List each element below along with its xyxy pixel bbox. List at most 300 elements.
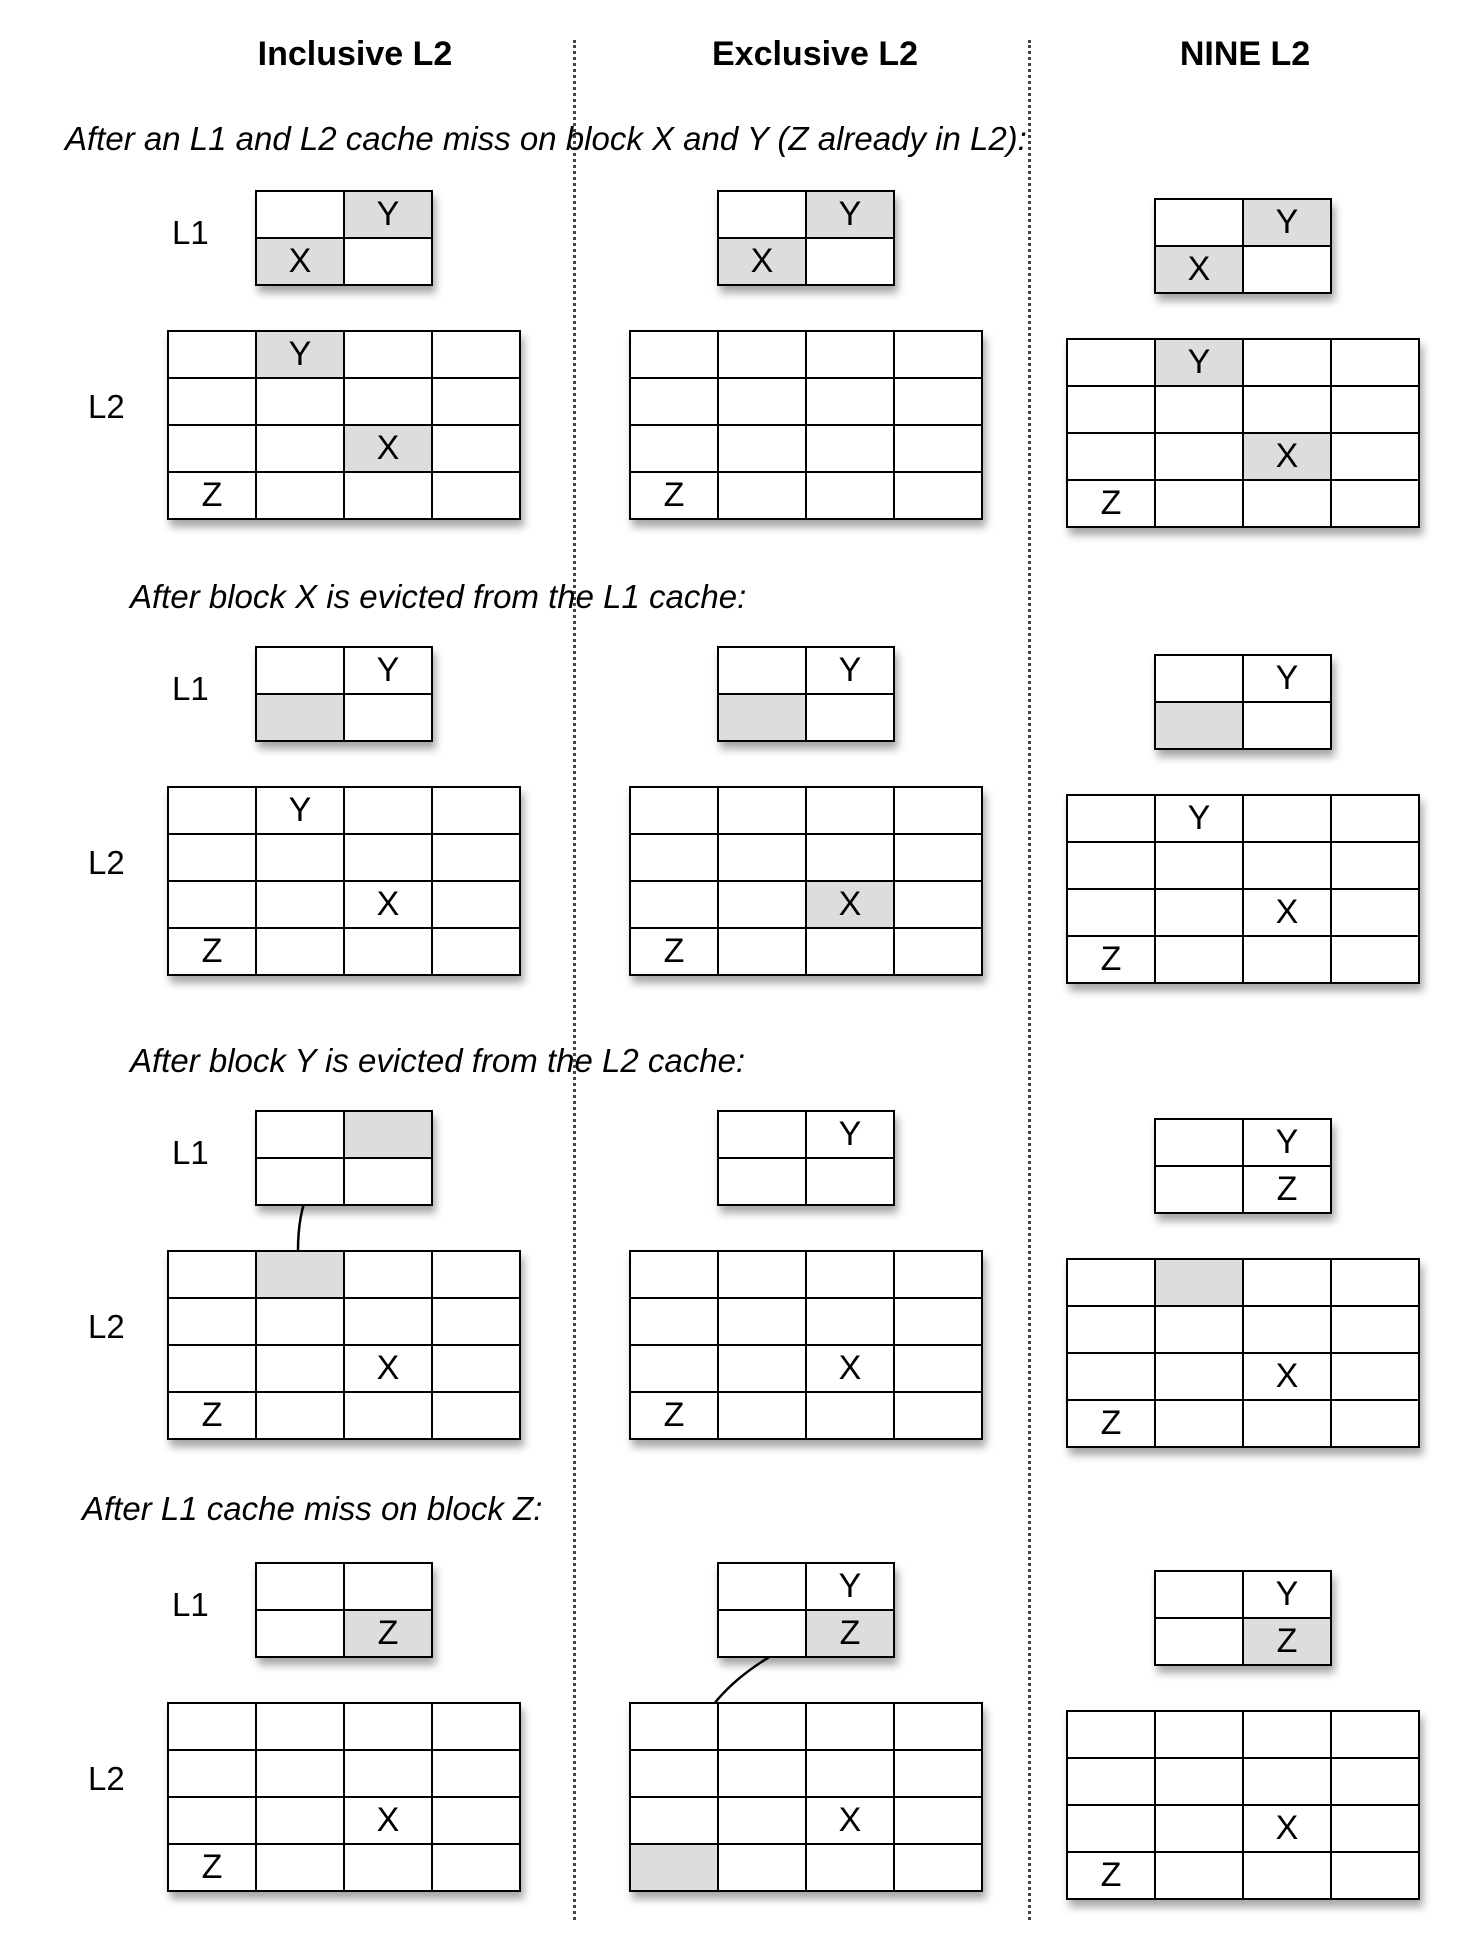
- cache-cell: [630, 331, 718, 378]
- cache-cell: [1067, 339, 1155, 386]
- cache-row: [1067, 339, 1419, 386]
- cache-row: [1155, 1119, 1331, 1166]
- cache-cell: Y: [806, 1111, 894, 1158]
- cache-cell: [806, 331, 894, 378]
- cache-cell: [894, 1251, 982, 1298]
- cache-cell: [630, 1797, 718, 1844]
- cache-cell-highlighted: [718, 694, 806, 741]
- cache-cell: [432, 1703, 520, 1750]
- cache-cell: [1067, 433, 1155, 480]
- cache-cell: [1243, 795, 1331, 842]
- cache-cell: Z: [168, 928, 256, 975]
- cache-cell: [344, 1158, 432, 1205]
- cache-cell: [432, 1298, 520, 1345]
- cache-row: [630, 1750, 982, 1797]
- cache-cell: [1067, 386, 1155, 433]
- cache-cell-highlighted: [630, 1844, 718, 1891]
- cache-cell: [894, 1703, 982, 1750]
- cache-row: [1067, 1400, 1419, 1447]
- cache-cell-highlighted: X: [1243, 433, 1331, 480]
- l1-level-label: L1: [172, 214, 209, 251]
- cache-row: [168, 1750, 520, 1797]
- cache-row: [1067, 480, 1419, 527]
- cache-row: [1155, 246, 1331, 293]
- cache-row: [168, 1392, 520, 1439]
- cache-cell: X: [806, 1797, 894, 1844]
- l1-cache-grid: [717, 1562, 895, 1658]
- cache-cell: [1155, 386, 1243, 433]
- cache-cell: Z: [168, 472, 256, 519]
- cache-cell: [718, 1610, 806, 1657]
- l2-cache-grid: [629, 1702, 983, 1892]
- cache-cell: [256, 1158, 344, 1205]
- cache-row: [1067, 1711, 1419, 1758]
- cache-cell: [1331, 433, 1419, 480]
- cache-row: [1155, 1571, 1331, 1618]
- cache-cell: [1155, 1711, 1243, 1758]
- cache-cell: [1243, 1259, 1331, 1306]
- cache-cell: [1067, 1711, 1155, 1758]
- cache-cell-highlighted: [256, 694, 344, 741]
- cache-row: [168, 1298, 520, 1345]
- l2-cache-grid: [167, 786, 521, 976]
- cache-cell: [630, 425, 718, 472]
- l2-level-label: L2: [88, 1760, 125, 1797]
- cache-cell: [1067, 842, 1155, 889]
- cache-cell-highlighted: X: [1155, 246, 1243, 293]
- cache-cell: [718, 191, 806, 238]
- cache-cell-highlighted: [344, 1111, 432, 1158]
- l1-level-label: L1: [172, 670, 209, 707]
- cache-cell: [432, 834, 520, 881]
- cache-cell: [1331, 1852, 1419, 1899]
- cache-row: [718, 1610, 894, 1657]
- cache-cell: [1067, 1306, 1155, 1353]
- cache-cell: [1243, 1758, 1331, 1805]
- step-caption-1: After an L1 and L2 cache miss on block X and Y (Z already in L2):: [65, 120, 1027, 157]
- cache-cell: [806, 1703, 894, 1750]
- l2-cache-grid: [629, 330, 983, 520]
- cache-cell: [718, 1345, 806, 1392]
- cache-cell: [256, 928, 344, 975]
- cache-cell: [256, 1610, 344, 1657]
- cache-cell: [256, 472, 344, 519]
- cache-cell: [1067, 1353, 1155, 1400]
- cache-cell: [806, 238, 894, 285]
- cache-cell: Y: [1243, 1571, 1331, 1618]
- cache-cell: [1067, 889, 1155, 936]
- cache-cell: [1331, 386, 1419, 433]
- cache-cell: [894, 1750, 982, 1797]
- cache-row: [168, 881, 520, 928]
- cache-cell: [718, 928, 806, 975]
- cache-cell: X: [1243, 889, 1331, 936]
- cache-cell: [1331, 1259, 1419, 1306]
- step-caption-4: After L1 cache miss on block Z:: [82, 1490, 543, 1527]
- cache-cell: [432, 1844, 520, 1891]
- l2-cache-grid: [167, 1250, 521, 1440]
- cache-cell: [1155, 936, 1243, 983]
- cache-cell: [630, 881, 718, 928]
- cache-cell: [718, 1111, 806, 1158]
- cache-cell: X: [1243, 1353, 1331, 1400]
- cache-cell: [432, 331, 520, 378]
- cache-cell: [1243, 842, 1331, 889]
- cache-cell: [168, 1298, 256, 1345]
- cache-cell: [806, 472, 894, 519]
- cache-row: [718, 238, 894, 285]
- cache-row: [256, 694, 432, 741]
- cache-cell: [1067, 795, 1155, 842]
- cache-cell-highlighted: Z: [344, 1610, 432, 1657]
- cache-cell: Z: [630, 1392, 718, 1439]
- cache-cell: [718, 647, 806, 694]
- cache-cell: [1155, 655, 1243, 702]
- l1-cache-grid: [717, 1110, 895, 1206]
- cache-cell: Z: [630, 472, 718, 519]
- cache-cell: [1331, 842, 1419, 889]
- column-divider-2: [1028, 40, 1031, 1920]
- cache-cell: [718, 1392, 806, 1439]
- cache-cell: Y: [1243, 655, 1331, 702]
- cache-cell: [806, 1844, 894, 1891]
- cache-cell: [1243, 339, 1331, 386]
- cache-cell: [1331, 1758, 1419, 1805]
- cache-cell: [894, 1298, 982, 1345]
- cache-cell: [1155, 1618, 1243, 1665]
- cache-cell: [1331, 795, 1419, 842]
- cache-cell: [718, 787, 806, 834]
- cache-row: [718, 647, 894, 694]
- cache-cell: [168, 1345, 256, 1392]
- cache-cell: [718, 834, 806, 881]
- cache-cell-highlighted: Z: [1243, 1618, 1331, 1665]
- cache-cell: [1243, 246, 1331, 293]
- l1-cache-grid: [1154, 1118, 1332, 1214]
- cache-cell: [1155, 433, 1243, 480]
- cache-cell: [718, 1750, 806, 1797]
- cache-cell: [1243, 702, 1331, 749]
- cache-cell: [344, 1251, 432, 1298]
- cache-cell: [894, 1392, 982, 1439]
- cache-cell: [630, 787, 718, 834]
- cache-row: [1155, 1618, 1331, 1665]
- cache-row: [630, 378, 982, 425]
- cache-row: [256, 238, 432, 285]
- cache-cell: [718, 472, 806, 519]
- cache-cell: [1155, 1758, 1243, 1805]
- cache-cell: [894, 787, 982, 834]
- cache-row: [630, 1797, 982, 1844]
- cache-cell: [1331, 1805, 1419, 1852]
- cache-cell: [1155, 480, 1243, 527]
- cache-cell: Z: [1067, 1400, 1155, 1447]
- cache-cell: Y: [806, 1563, 894, 1610]
- l2-cache-grid: [167, 1702, 521, 1892]
- cache-row: [256, 1158, 432, 1205]
- cache-cell: [894, 928, 982, 975]
- cache-row: [168, 1844, 520, 1891]
- cache-cell: [344, 1750, 432, 1797]
- cache-row: [1067, 1758, 1419, 1805]
- cache-row: [630, 1703, 982, 1750]
- cache-cell: [894, 425, 982, 472]
- cache-cell: [256, 1563, 344, 1610]
- cache-row: [718, 694, 894, 741]
- cache-row: [718, 191, 894, 238]
- cache-row: [1155, 702, 1331, 749]
- l1-level-label: L1: [172, 1134, 209, 1171]
- cache-cell-highlighted: X: [718, 238, 806, 285]
- cache-cell: [1155, 1571, 1243, 1618]
- l1-cache-grid: [255, 1562, 433, 1658]
- cache-row: [630, 1844, 982, 1891]
- cache-cell: [1155, 1119, 1243, 1166]
- cache-cell: X: [344, 1345, 432, 1392]
- cache-cell: [432, 1392, 520, 1439]
- cache-cell: X: [344, 881, 432, 928]
- cache-cell: [168, 1251, 256, 1298]
- cache-cell: [168, 881, 256, 928]
- cache-row: [718, 1111, 894, 1158]
- cache-cell: [256, 1345, 344, 1392]
- cache-cell: [432, 425, 520, 472]
- cache-cell: [1331, 1306, 1419, 1353]
- cache-row: [168, 787, 520, 834]
- cache-cell: [1155, 199, 1243, 246]
- header-nine-l2: NINE L2: [1179, 35, 1311, 73]
- l1-cache-grid: [255, 190, 433, 286]
- cache-row: [256, 647, 432, 694]
- header-exclusive-l2: Exclusive L2: [711, 35, 918, 73]
- cache-cell: [344, 928, 432, 975]
- cache-row: [256, 1610, 432, 1657]
- cache-cell: [1155, 1166, 1243, 1213]
- cache-row: [630, 425, 982, 472]
- cache-cell: [256, 834, 344, 881]
- cache-row: [256, 1111, 432, 1158]
- cache-row: [1067, 842, 1419, 889]
- cache-cell: [718, 425, 806, 472]
- cache-cell: [894, 331, 982, 378]
- cache-cell: [630, 1298, 718, 1345]
- cache-cell: [806, 1750, 894, 1797]
- cache-cell: [806, 1298, 894, 1345]
- cache-cell: [806, 425, 894, 472]
- cache-cell: [256, 1750, 344, 1797]
- cache-cell: [168, 1703, 256, 1750]
- cache-cell: [344, 378, 432, 425]
- l2-level-label: L2: [88, 388, 125, 425]
- cache-cell: [806, 787, 894, 834]
- cache-row: [256, 191, 432, 238]
- l2-cache-grid: [1066, 1710, 1420, 1900]
- cache-row: [630, 928, 982, 975]
- cache-cell: [1331, 480, 1419, 527]
- cache-cell-highlighted: Y: [806, 191, 894, 238]
- cache-cell: Z: [1067, 480, 1155, 527]
- cache-cell: Y: [256, 787, 344, 834]
- l1-cache-grid: [1154, 198, 1332, 294]
- cache-cell: [1243, 386, 1331, 433]
- cache-row: [168, 1797, 520, 1844]
- cache-cell: [1155, 842, 1243, 889]
- cache-row: [1067, 386, 1419, 433]
- cache-row: [1067, 1805, 1419, 1852]
- cache-cell-highlighted: X: [256, 238, 344, 285]
- cache-row: [1067, 1259, 1419, 1306]
- cache-cell: [1243, 1711, 1331, 1758]
- cache-row: [630, 1392, 982, 1439]
- cache-row: [1067, 936, 1419, 983]
- cache-cell: [630, 1251, 718, 1298]
- cache-cell-highlighted: Y: [256, 331, 344, 378]
- l2-cache-grid: [629, 1250, 983, 1440]
- cache-cell: [344, 834, 432, 881]
- cache-row: [168, 378, 520, 425]
- cache-row: [168, 425, 520, 472]
- cache-cell: [168, 425, 256, 472]
- cache-cell: Z: [168, 1392, 256, 1439]
- cache-cell: [894, 1844, 982, 1891]
- cache-cell-highlighted: [1155, 702, 1243, 749]
- cache-cell: [1155, 1353, 1243, 1400]
- header-inclusive-l2: Inclusive L2: [257, 35, 453, 73]
- cache-cell: [718, 1563, 806, 1610]
- cache-cell: [1067, 1758, 1155, 1805]
- l2-cache-grid: [629, 786, 983, 976]
- cache-row: [168, 472, 520, 519]
- cache-cell: [432, 1750, 520, 1797]
- cache-cell: [718, 331, 806, 378]
- cache-cell: [1155, 1852, 1243, 1899]
- step-caption-3: After block Y is evicted from the L2 cache:: [130, 1042, 746, 1079]
- cache-cell: [718, 1158, 806, 1205]
- cache-cell: [256, 1298, 344, 1345]
- cache-row: [168, 834, 520, 881]
- cache-cell: [432, 472, 520, 519]
- cache-row: [630, 1251, 982, 1298]
- cache-cell: [256, 881, 344, 928]
- cache-cell: [1331, 936, 1419, 983]
- cache-cell: [718, 378, 806, 425]
- cache-row: [630, 787, 982, 834]
- cache-cell: [718, 1298, 806, 1345]
- cache-row: [1067, 889, 1419, 936]
- cache-row: [1067, 1852, 1419, 1899]
- cache-cell: Y: [806, 647, 894, 694]
- cache-cell: [1331, 889, 1419, 936]
- cache-cell-highlighted: [256, 1251, 344, 1298]
- cache-cell: [1155, 1306, 1243, 1353]
- cache-row: [1067, 1306, 1419, 1353]
- cache-cell: [806, 834, 894, 881]
- cache-row: [256, 1563, 432, 1610]
- cache-cell-highlighted: Y: [1155, 339, 1243, 386]
- cache-cell: [806, 694, 894, 741]
- cache-cell: [630, 1345, 718, 1392]
- cache-cell: [630, 1703, 718, 1750]
- cache-cell: [806, 928, 894, 975]
- cache-row: [718, 1563, 894, 1610]
- cache-cell: [256, 1703, 344, 1750]
- cache-cell: [894, 472, 982, 519]
- cache-cell: X: [806, 1345, 894, 1392]
- cache-row: [168, 928, 520, 975]
- cache-cell: [718, 881, 806, 928]
- cache-cell: [168, 378, 256, 425]
- cache-cell: [630, 1750, 718, 1797]
- cache-cell: [718, 1797, 806, 1844]
- cache-cell: Z: [630, 928, 718, 975]
- cache-cell: [432, 1797, 520, 1844]
- cache-row: [168, 1345, 520, 1392]
- l1-cache-grid: [255, 1110, 433, 1206]
- cache-cell: [256, 647, 344, 694]
- cache-cell: [806, 1158, 894, 1205]
- cache-cell: Z: [168, 1844, 256, 1891]
- cache-row: [1155, 1166, 1331, 1213]
- cache-cell: [168, 331, 256, 378]
- cache-cell: [168, 787, 256, 834]
- cache-row: [1155, 655, 1331, 702]
- cache-cell: [256, 378, 344, 425]
- cache-cell: [718, 1703, 806, 1750]
- cache-row: [1067, 795, 1419, 842]
- column-divider-1: [573, 40, 576, 1920]
- cache-cell: [344, 694, 432, 741]
- cache-cell: [1155, 889, 1243, 936]
- cache-cell: [1243, 1306, 1331, 1353]
- cache-cell: Z: [1067, 1852, 1155, 1899]
- cache-row: [1067, 433, 1419, 480]
- cache-cell: [894, 1345, 982, 1392]
- cache-cell-highlighted: [1155, 1259, 1243, 1306]
- cache-cell: [1331, 339, 1419, 386]
- cache-cell: [806, 1392, 894, 1439]
- cache-row: [1067, 1353, 1419, 1400]
- cache-cell: [806, 378, 894, 425]
- cache-cell: [256, 425, 344, 472]
- cache-cell: [168, 834, 256, 881]
- l2-cache-grid: [1066, 1258, 1420, 1448]
- l2-cache-grid: [167, 330, 521, 520]
- cache-cell: [344, 331, 432, 378]
- cache-cell: [344, 787, 432, 834]
- cache-row: [630, 881, 982, 928]
- cache-cell: Z: [1243, 1166, 1331, 1213]
- cache-cell-highlighted: X: [344, 425, 432, 472]
- cache-cell: [1155, 1400, 1243, 1447]
- cache-cell: Z: [1067, 936, 1155, 983]
- cache-cell: [1243, 480, 1331, 527]
- cache-cell: X: [344, 1797, 432, 1844]
- cache-row: [168, 1251, 520, 1298]
- cache-cell: [1067, 1259, 1155, 1306]
- l2-cache-grid: [1066, 338, 1420, 528]
- cache-cell: [1243, 936, 1331, 983]
- cache-cell: [1155, 1805, 1243, 1852]
- cache-row: [1155, 199, 1331, 246]
- cache-cell: [894, 881, 982, 928]
- cache-cell: [894, 1797, 982, 1844]
- cache-cell: [432, 881, 520, 928]
- cache-cell: [256, 1797, 344, 1844]
- l1-cache-grid: [1154, 654, 1332, 750]
- cache-cell: [344, 1703, 432, 1750]
- cache-cell-highlighted: X: [806, 881, 894, 928]
- cache-cell: [1067, 1805, 1155, 1852]
